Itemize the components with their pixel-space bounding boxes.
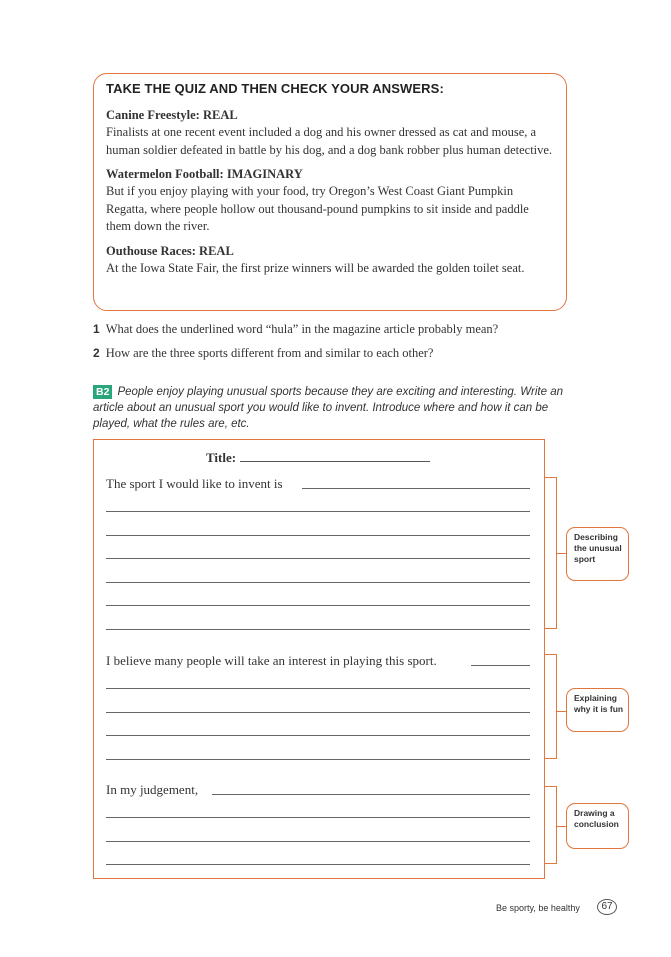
side-label-explaining: Explaining why it is fun	[566, 688, 629, 732]
section-bracket	[545, 654, 557, 759]
prompt-3: In my judgement,	[106, 782, 199, 797]
writing-line[interactable]	[106, 735, 530, 736]
quiz-entry	[106, 244, 554, 278]
quiz-answers-box	[93, 73, 567, 311]
side-label-describing: Describing the unusual sport	[566, 527, 629, 581]
task-text: People enjoy playing unusual sports because they are exciting and interesting. Write an article about an unusual sport you would like to invent. Introduce where and how it can be played, what the rules are, etc.	[93, 386, 564, 430]
writing-line[interactable]	[106, 841, 530, 842]
quiz-title: TAKE THE QUIZ AND THEN CHECK YOUR ANSWERS:	[106, 81, 444, 96]
title-blank[interactable]	[240, 449, 430, 462]
writing-line[interactable]	[106, 582, 530, 583]
question-1	[93, 322, 498, 337]
title-field[interactable]	[206, 449, 430, 466]
writing-line[interactable]	[106, 712, 530, 713]
section-bracket	[545, 786, 557, 864]
prompt-2: I believe many people will take an interest in playing this sport.	[106, 653, 437, 668]
entry-body: Finalists at one recent event included a dog and his owner dressed as cat and mouse, a human soldier defeated in battle by his dog, and a dog bank robber plus human detective.	[106, 125, 553, 157]
question-number: 2	[93, 346, 100, 360]
writing-line[interactable]	[106, 558, 530, 559]
question-number: 1	[93, 322, 100, 336]
writing-line[interactable]	[106, 864, 530, 865]
quiz-entry	[106, 167, 554, 236]
writing-line[interactable]	[471, 665, 530, 666]
writing-line[interactable]	[106, 817, 530, 818]
page-number: 67	[597, 899, 617, 915]
task-instructions	[93, 384, 563, 432]
entry-heading: Outhouse Races: REAL	[106, 243, 234, 258]
writing-line[interactable]	[106, 688, 530, 689]
entry-body: But if you enjoy playing with your food, try Oregon’s West Coast Giant Pumpkin Regatta, where people hollow out thousand-pound pumpkins to sit inside and paddle them down the river.	[106, 184, 529, 233]
entry-heading: Watermelon Football: IMAGINARY	[106, 167, 303, 181]
writing-line[interactable]	[106, 605, 530, 606]
task-badge: B2	[93, 385, 112, 399]
side-label-conclusion: Drawing a conclusion	[566, 803, 629, 849]
question-text: What does the underlined word “hula” in the magazine article probably mean?	[105, 322, 499, 336]
writing-line[interactable]	[106, 535, 530, 536]
writing-line[interactable]	[106, 759, 530, 760]
question-text: How are the three sports different from and similar to each other?	[105, 346, 434, 360]
title-label: Title:	[206, 450, 237, 465]
entry-heading: Canine Freestyle: REAL	[106, 108, 238, 122]
quiz-entry	[106, 108, 554, 159]
prompt-1: The sport I would like to invent is	[106, 476, 283, 491]
section-bracket	[545, 477, 557, 629]
question-2	[93, 346, 433, 361]
writing-line[interactable]	[106, 629, 530, 630]
writing-line[interactable]	[212, 794, 530, 795]
entry-body: At the Iowa State Fair, the first prize winners will be awarded the golden toilet seat.	[106, 260, 525, 275]
writing-line[interactable]	[106, 511, 530, 512]
footer-text: Be sporty, be healthy	[496, 903, 580, 913]
writing-line[interactable]	[302, 488, 530, 489]
